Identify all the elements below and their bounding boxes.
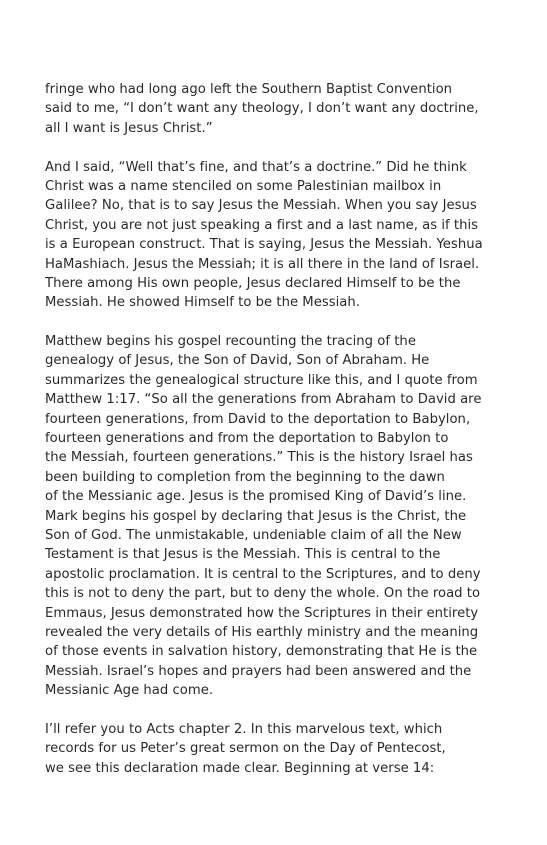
text-line: HaMashiach. Jesus the Messiah; it is all there in the land of Israel. xyxy=(45,256,480,272)
text-line: Christ, you are not just speaking a first and a last name, as if this xyxy=(45,217,479,233)
text-line: Messiah. Israel’s hopes and prayers had been answered and the xyxy=(45,663,472,679)
text-line: Matthew begins his gospel recounting the tracing of the xyxy=(45,334,416,350)
text-line: I’ll refer you to Acts chapter 2. In this marvelous text, which xyxy=(45,721,443,737)
text-line: Galilee? No, that is to say Jesus the Messiah. When you say Jesus xyxy=(45,198,477,214)
text-line: Christ was a name stenciled on some Palestinian mailbox in xyxy=(45,178,442,194)
text-line: Messianic Age had come. xyxy=(45,683,214,699)
text-line: the Messiah, fourteen generations.” This is the history Israel has xyxy=(45,450,473,466)
text-line: And I said, “Well that’s fine, and that’s a doctrine.” Did he think xyxy=(45,159,467,175)
text-line: summarizes the genealogical structure like this, and I quote from xyxy=(45,372,478,388)
text-line: genealogy of Jesus, the Son of David, Son of Abraham. He xyxy=(45,353,430,369)
text-line: Messiah. He showed Himself to be the Messiah. xyxy=(45,295,360,311)
text-line: said to me, “I don’t want any theology, I don’t want any doctrine, xyxy=(45,101,479,117)
text-line: fringe who had long ago left the Southern Baptist Convention xyxy=(45,82,453,97)
paragraph xyxy=(45,332,515,700)
text-line: fourteen generations, from David to the deportation to Babylon, xyxy=(45,411,471,427)
text-line: Testament is that Jesus is the Messiah. This is central to the xyxy=(45,547,441,563)
text-line: There among His own people, Jesus declared Himself to be the xyxy=(45,275,461,291)
text-line: Son of God. The unmistakable, undeniable claim of all the New xyxy=(45,527,462,543)
text-line: been building to completion from the beginning to the dawn xyxy=(45,469,445,485)
text-line: Matthew 1:17. “So all the generations from Abraham to David are xyxy=(45,392,482,408)
text-line: revealed the very details of His earthly ministry and the meaning xyxy=(45,624,479,640)
text-line: we see this declaration made clear. Beginning at verse 14: xyxy=(45,760,435,776)
body-text xyxy=(45,80,515,797)
text-line: Emmaus, Jesus demonstrated how the Scriptures in their entirety xyxy=(45,605,479,621)
text-line: fourteen generations and from the deportation to Babylon to xyxy=(45,431,449,447)
text-line: records for us Peter’s great sermon on the Day of Pentecost, xyxy=(45,741,446,757)
text-line: all I want is Jesus Christ.” xyxy=(45,120,213,136)
text-line: apostolic proclamation. It is central to the Scriptures, and to deny xyxy=(45,566,481,582)
text-line: Mark begins his gospel by declaring that Jesus is the Christ, the xyxy=(45,508,467,524)
text-line: this is not to deny the part, but to deny the whole. On the road to xyxy=(45,586,481,602)
text-line: of the Messianic age. Jesus is the promised King of David’s line. xyxy=(45,489,467,505)
paragraph xyxy=(45,158,515,313)
paragraph xyxy=(45,720,515,778)
text-line: is a European construct. That is saying, Jesus the Messiah. Yeshua xyxy=(45,237,483,253)
paragraph xyxy=(45,80,515,138)
text-line: of those events in salvation history, demonstrating that He is the xyxy=(45,644,478,660)
